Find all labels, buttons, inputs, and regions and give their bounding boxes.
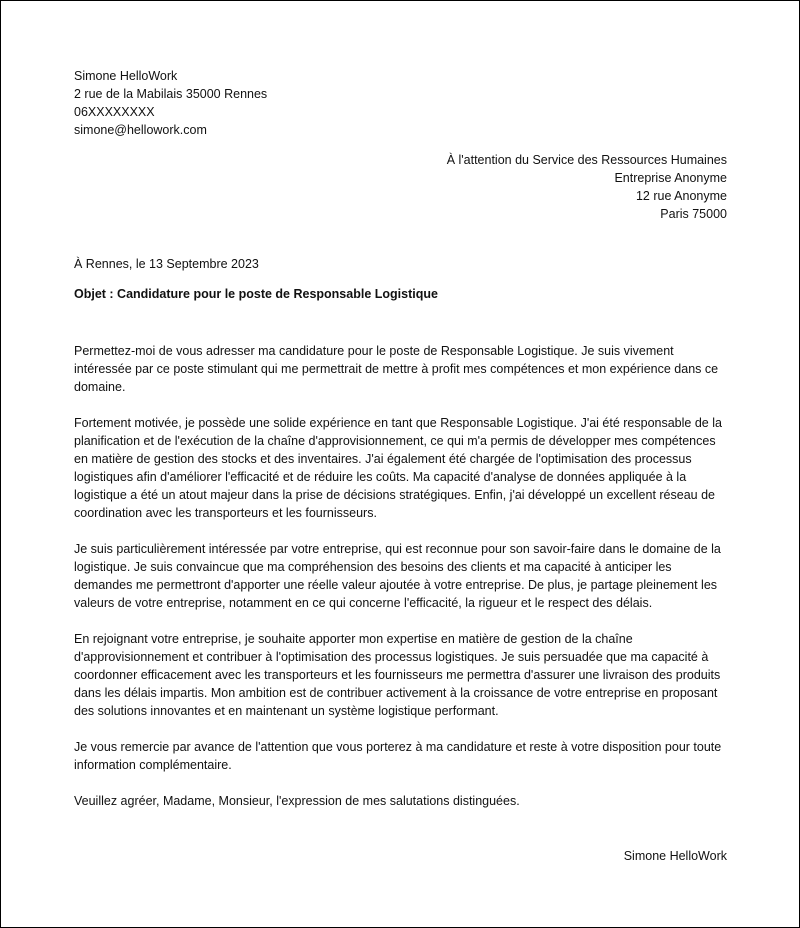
sender-address: 2 rue de la Mabilais 35000 Rennes: [74, 87, 268, 101]
body-paragraph: Fortement motivée, je possède une solide expérience en tant que Responsable Logistique. J'ai été responsable de la planification et de l'exécution de la chaîne d'approvisionnement, ce qui m'a permis de développer mes compétences en matière de gestion des stocks et des inventaires. J'ai également été chargée de l'optimisation des processus logistiques afin d'améliorer l'efficacité et de réduire les coûts. Ma capacité d'analyse de données appliquée à la logistique a été un atout majeur dans la prise de décisions stratégiques. Enfin, j'ai développé un excellent réseau de coordination avec les transporteurs et les fournisseurs.: [74, 416, 722, 520]
recipient-block: [447, 151, 727, 223]
date-line: À Rennes, le 13 Septembre 2023: [74, 257, 259, 271]
recipient-company: Entreprise Anonyme: [614, 171, 727, 185]
subject-line: Objet : Candidature pour le poste de Responsable Logistique: [74, 287, 438, 301]
letter-body: [74, 342, 730, 828]
body-paragraph: Je vous remercie par avance de l'attention que vous porterez à ma candidature et reste à votre disposition pour toute information complémentaire.: [74, 740, 722, 772]
sender-name: Simone HelloWork: [74, 69, 178, 83]
recipient-attention: À l'attention du Service des Ressources Humaines: [446, 153, 727, 167]
body-paragraph: Je suis particulièrement intéressée par votre entreprise, qui est reconnue pour son savoir-faire dans le domaine de la logistique. Je suis convaincue que ma compréhension des besoins des clients et ma capacité à anticiper les demandes me permettront d'apporter une réelle valeur ajoutée à votre entreprise. De plus, je partage pleinement les valeurs de votre entreprise, notamment en ce qui concerne l'efficacité, la rigueur et le respect des délais.: [74, 542, 721, 610]
body-paragraph: Permettez-moi de vous adresser ma candidature pour le poste de Responsable Logistique. Je suis vivement intéressée par ce poste stimulant qui me permettrait de mettre à profit mes compétences et mon expérience dans ce domaine.: [74, 344, 719, 394]
recipient-city: Paris 75000: [660, 207, 727, 221]
sender-block: [74, 67, 267, 139]
recipient-street: 12 rue Anonyme: [635, 189, 727, 203]
signature: Simone HelloWork: [623, 849, 727, 863]
closing-paragraph: Veuillez agréer, Madame, Monsieur, l'expression de mes salutations distinguées.: [74, 794, 520, 808]
sender-email: simone@hellowork.com: [74, 123, 207, 137]
sender-phone: 06XXXXXXXX: [74, 105, 155, 119]
body-paragraph: En rejoignant votre entreprise, je souhaite apporter mon expertise en matière de gestion de la chaîne d'approvisionnement et contribuer à l'optimisation des processus logistiques. Je suis persuadée que ma capacité à coordonner efficacement avec les transporteurs et les fournisseurs me permettra d'assurer une livraison des produits dans les délais impartis. Mon ambition est de contribuer activement à la croissance de votre entreprise en proposant des solutions innovantes et en maintenant un système logistique performant.: [74, 632, 721, 718]
